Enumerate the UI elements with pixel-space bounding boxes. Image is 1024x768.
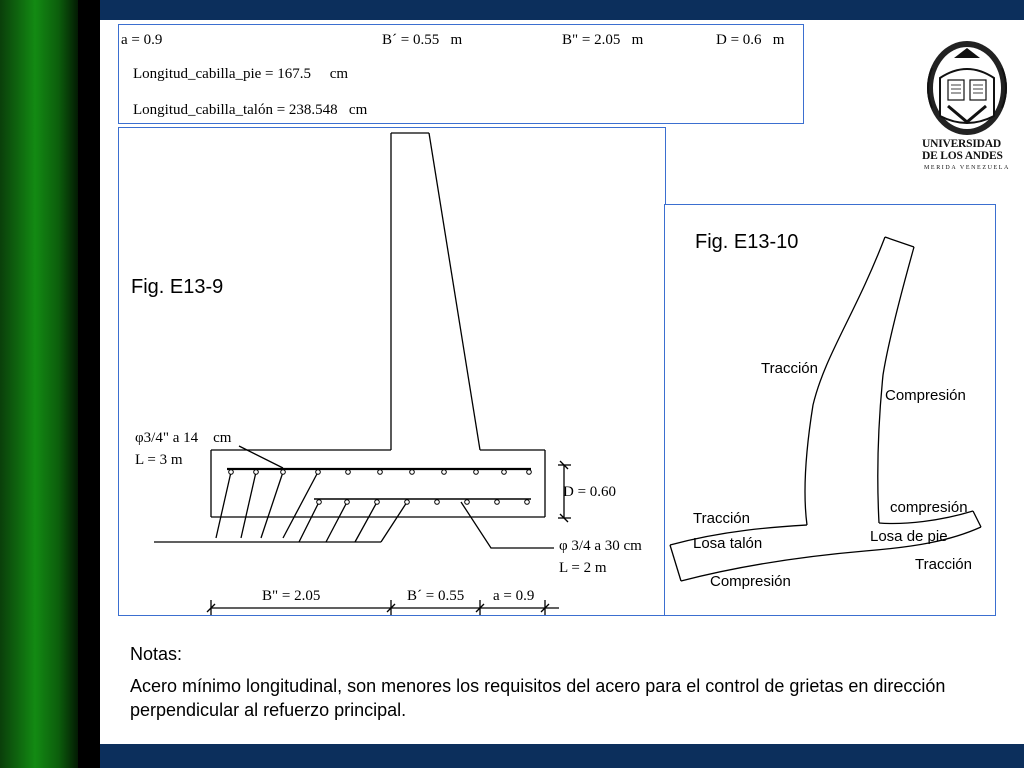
figure-title: Fig. E13-10 (695, 231, 799, 253)
logo-wordmark (922, 138, 1003, 162)
top-navy-bar (100, 0, 1024, 20)
notes-section (130, 642, 1010, 730)
param-longitud-talon: Longitud_cabilla_talón = 238.548 cm (133, 102, 368, 118)
dim-b-prime: B´ = 0.55 (407, 588, 465, 604)
label-losa-talon: Losa talón (693, 535, 763, 552)
left-black-bar (78, 0, 100, 768)
param-a: a = 0.9 (121, 32, 163, 48)
rebar-bottom-length: L = 2 m (559, 560, 607, 576)
depth-label: D = 0.60 (563, 484, 617, 500)
label-traccion-top: Tracción (761, 360, 818, 377)
param-d: D = 0.6 m (716, 32, 785, 48)
logo-line-1: UNIVERSIDAD (922, 138, 1001, 150)
rebar-bottom-spec: φ 3/4 a 30 cm (559, 538, 642, 554)
label-compresion-right: compresión (890, 499, 968, 516)
rebar-top-length: L = 3 m (135, 452, 183, 468)
label-traccion-left: Tracción (693, 510, 750, 527)
logo-line-2: DE LOS ANDES (922, 150, 1003, 162)
label-compresion-bottom: Compresión (710, 573, 791, 590)
university-seal-icon (918, 38, 1016, 138)
rebar-top-spec: φ3/4" a 14 cm (135, 430, 232, 446)
param-longitud-pie: Longitud_cabilla_pie = 167.5 cm (133, 66, 349, 82)
dim-a: a = 0.9 (493, 588, 535, 604)
param-b-prime: B´ = 0.55 m (382, 32, 463, 48)
notes-body: Acero mínimo longitudinal, son menores los requisitos del acero para el control de grietas en dirección perpendicular al refuerzo principal. (130, 676, 946, 720)
param-b-double: B" = 2.05 m (562, 32, 644, 48)
bottom-navy-bar (100, 744, 1024, 768)
label-traccion-bottom: Tracción (915, 556, 972, 573)
figure-e13-9 (118, 127, 666, 616)
university-logo (918, 38, 1016, 178)
figure-e13-10 (664, 204, 996, 616)
dim-b-double: B" = 2.05 (262, 588, 321, 604)
label-compresion-top: Compresión (885, 387, 966, 404)
left-green-bar (0, 0, 78, 768)
logo-subtitle: MERIDA VENEZUELA (924, 165, 1010, 171)
label-losa-pie: Losa de pie (870, 528, 948, 545)
figure-title: Fig. E13-9 (131, 276, 224, 298)
parameters-box (118, 24, 804, 124)
stress-diagram (665, 205, 995, 615)
notes-heading: Notas: (130, 644, 183, 664)
